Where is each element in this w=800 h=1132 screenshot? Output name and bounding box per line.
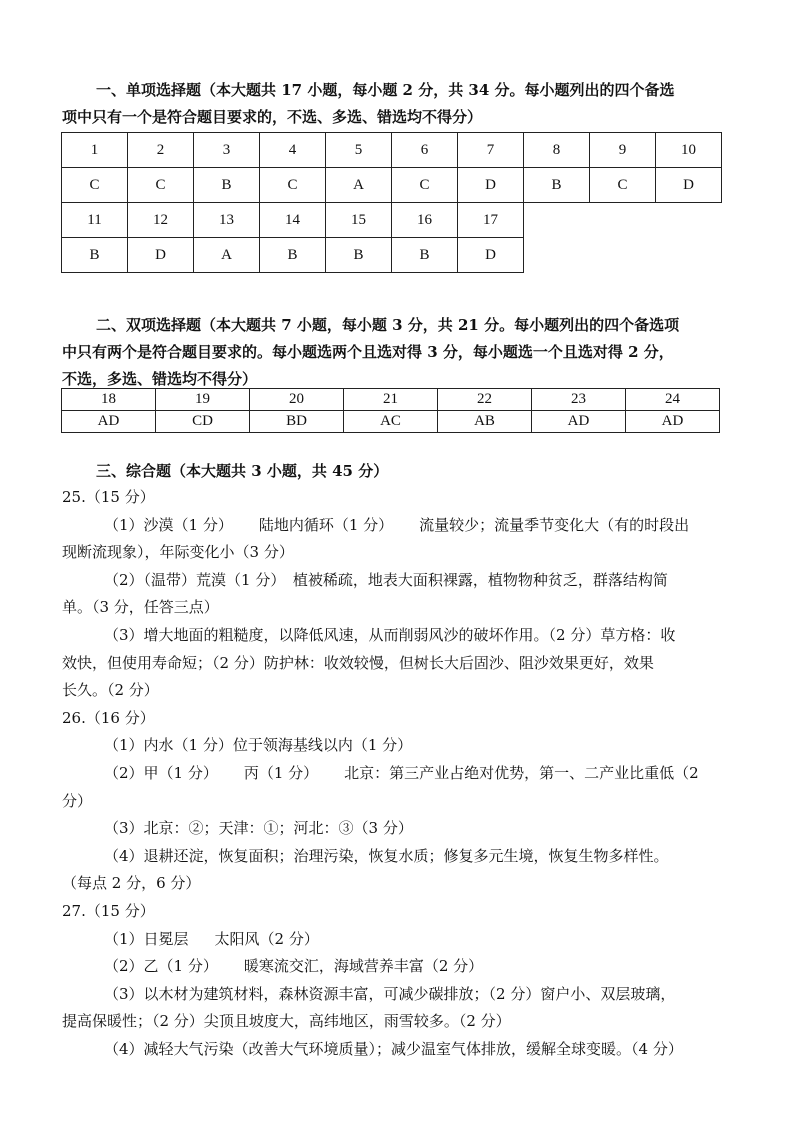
- answer-cell: A: [194, 238, 260, 273]
- q26-part2b: 丙（1 分）: [243, 763, 319, 782]
- answer-cell: BD: [250, 411, 344, 433]
- q25-part1c: 流量较少；流量季节变化大（有的时段出: [419, 515, 690, 534]
- table-row: [62, 389, 720, 411]
- q25-line: 效快，但使用寿命短；（2 分）防护林：收效较慢，但树长大后固沙、阻沙效果更好，效果: [62, 653, 654, 672]
- question-number: 16: [392, 203, 458, 238]
- section3-body: [62, 484, 732, 1063]
- q27-line: （3）以木材为建筑材料，森林资源丰富，可减少碳排放；（2 分）窗户小、双层玻璃，: [104, 984, 676, 1003]
- question-number: 10: [656, 133, 722, 168]
- q25-line: （2）（温带）荒漠（1 分） 植被稀疏，地表大面积裸露，植物物种贫乏，群落结构简: [104, 570, 668, 589]
- question-number: 19: [156, 389, 250, 411]
- q25-line: 现断流现象），年际变化小（3 分）: [62, 543, 294, 562]
- question-number: 12: [128, 203, 194, 238]
- section2-title-line3: 不选，多选、错选均不得分）: [62, 370, 258, 388]
- table-row: [62, 203, 722, 238]
- section3-title-text: 三、综合题（本大题共 3 小题，共 45 分）: [96, 462, 389, 480]
- q25-line: [62, 512, 732, 540]
- question-number: 13: [194, 203, 260, 238]
- answer-cell: B: [326, 238, 392, 273]
- answer-cell: B: [260, 238, 326, 273]
- question-number: 5: [326, 133, 392, 168]
- q27-line: （4）减轻大气污染（改善大气环境质量）；减少温室气体排放，缓解全球变暖。（4 分）: [104, 1039, 683, 1058]
- answer-cell: AB: [438, 411, 532, 433]
- answer-cell: A: [326, 168, 392, 203]
- q26-part2c: 北京：第三产业占绝对优势，第一、二产业比重低（2: [344, 763, 699, 782]
- section3-title: [62, 458, 738, 485]
- answer-cell: B: [392, 238, 458, 273]
- table-row: [62, 411, 720, 433]
- empty-cell: [590, 238, 656, 273]
- q25-line: 单。（3 分，任答三点）: [62, 598, 219, 617]
- answer-cell: D: [656, 168, 722, 203]
- question-number: 8: [524, 133, 590, 168]
- question-number: 4: [260, 133, 326, 168]
- q27-line: 提高保暖性；（2 分）尖顶且坡度大，高纬地区，雨雪较多。（2 分）: [62, 1012, 511, 1031]
- q26-part2a: （2）甲（1 分）: [104, 763, 218, 782]
- q27-part2a: （2）乙（1 分）: [104, 957, 218, 976]
- section2-title-line1: 二、双项选择题（本大题共 7 小题，每小题 3 分，共 21 分。每小题列出的四个备选项: [96, 316, 680, 334]
- q27-line: [62, 953, 732, 981]
- section1-title: [62, 77, 738, 131]
- question-number: 24: [626, 389, 720, 411]
- question-number: 22: [438, 389, 532, 411]
- question-number: 21: [344, 389, 438, 411]
- answer-cell: D: [128, 238, 194, 273]
- q25-header: 25.（15 分）: [62, 488, 155, 506]
- question-number: 7: [458, 133, 524, 168]
- empty-cell: [524, 238, 590, 273]
- answer-cell: B: [524, 168, 590, 203]
- section1-answer-table: [61, 132, 722, 273]
- q26-line: （每点 2 分，6 分）: [62, 874, 201, 893]
- table-row: [62, 238, 722, 273]
- question-number: 18: [62, 389, 156, 411]
- question-number: 23: [532, 389, 626, 411]
- q26-line: （3）北京：②；天津：①；河北：③（3 分）: [104, 819, 413, 838]
- section2-answer-table: [61, 388, 720, 433]
- section2-title-line2: 中只有两个是符合题目要求的。每小题选两个且选对得 3 分，每小题选一个且选对得 2 分，: [62, 343, 674, 361]
- answer-cell: C: [590, 168, 656, 203]
- question-number: 3: [194, 133, 260, 168]
- answer-cell: CD: [156, 411, 250, 433]
- answer-cell: AD: [626, 411, 720, 433]
- q26-line: [62, 760, 732, 788]
- answer-cell: AD: [62, 411, 156, 433]
- q27-header: 27.（15 分）: [62, 901, 155, 920]
- q26-line: （1）内水（1 分）位于领海基线以内（1 分）: [104, 736, 413, 755]
- q27-part1b: 太阳风（2 分）: [214, 929, 319, 948]
- question-number: 6: [392, 133, 458, 168]
- answer-cell: D: [458, 168, 524, 203]
- q26-header: 26.（16 分）: [62, 708, 155, 727]
- answer-cell: B: [194, 168, 260, 203]
- answer-cell: C: [128, 168, 194, 203]
- answer-cell: D: [458, 238, 524, 273]
- question-number: 20: [250, 389, 344, 411]
- question-number: 14: [260, 203, 326, 238]
- answer-cell: AD: [532, 411, 626, 433]
- table-row: [62, 133, 722, 168]
- table-row: [62, 168, 722, 203]
- answer-cell: C: [62, 168, 128, 203]
- q25-line: 长久。（2 分）: [62, 681, 159, 700]
- q27-line: [62, 926, 732, 954]
- question-number: 9: [590, 133, 656, 168]
- section1-title-line2: 项中只有一个是符合题目要求的，不选、多选、错选均不得分）: [62, 108, 483, 126]
- question-number: 11: [62, 203, 128, 238]
- empty-cell: [656, 203, 722, 238]
- answer-cell: AC: [344, 411, 438, 433]
- question-number: 15: [326, 203, 392, 238]
- q26-line: （4）退耕还淀，恢复面积；治理污染，恢复水质；修复多元生境，恢复生物多样性。: [104, 846, 669, 865]
- empty-cell: [656, 238, 722, 273]
- empty-cell: [590, 203, 656, 238]
- section2-title: [62, 312, 738, 393]
- q25-part1a: （1）沙漠（1 分）: [104, 515, 233, 534]
- empty-cell: [524, 203, 590, 238]
- answer-cell: C: [392, 168, 458, 203]
- q27-part2b: 暖寒流交汇，海域营养丰富（2 分）: [243, 957, 484, 976]
- question-number: 17: [458, 203, 524, 238]
- section1-title-line1: 一、单项选择题（本大题共 17 小题，每小题 2 分，共 34 分。每小题列出的四个备选: [96, 81, 675, 99]
- q27-part1a: （1）日冕层: [104, 929, 189, 948]
- q25-line: （3）增大地面的粗糙度，以降低风速，从而削弱风沙的破坏作用。（2 分）草方格：收: [104, 625, 676, 644]
- question-number: 2: [128, 133, 194, 168]
- answer-cell: B: [62, 238, 128, 273]
- answer-cell: C: [260, 168, 326, 203]
- q25-part1b: 陆地内循环（1 分）: [258, 515, 394, 534]
- q26-line: 分）: [62, 791, 93, 810]
- question-number: 1: [62, 133, 128, 168]
